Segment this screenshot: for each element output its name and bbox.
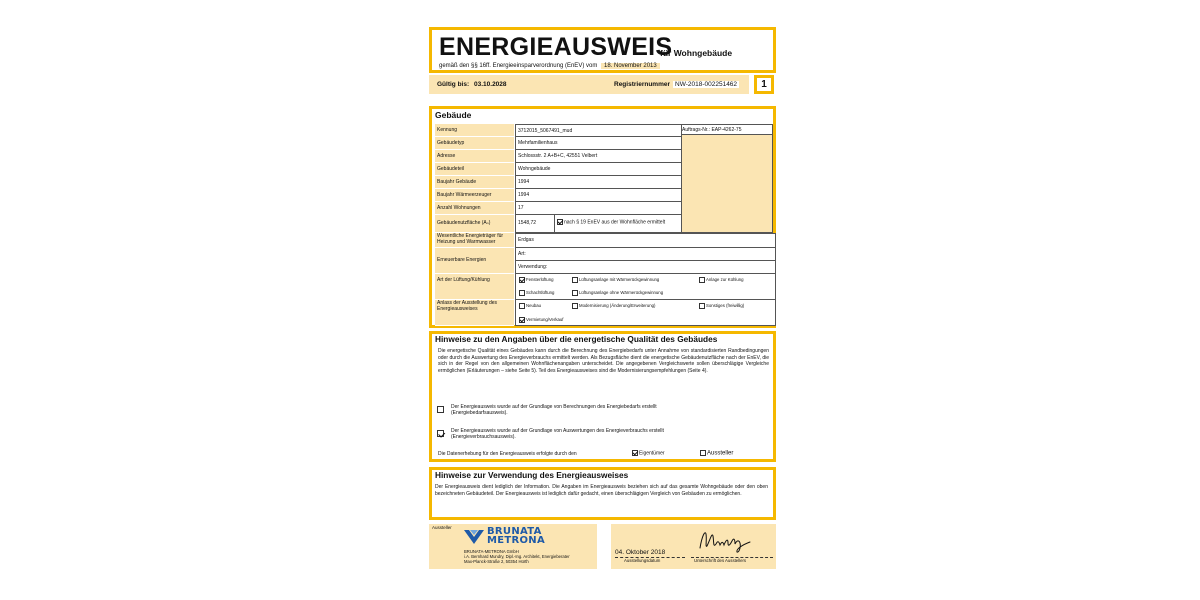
page-number: 1 xyxy=(754,75,774,94)
option-lueftung-mit-wrg[interactable]: Lüftungsanlage mit Wärmerückgewinnung xyxy=(572,277,659,283)
consumption-certificate-text: Der Energieausweis wurde auf der Grundlage von Auswertungen des Energieverbrauchs erstellt (Energieverbrauchsausweis). xyxy=(451,428,664,440)
issuer-label: Aussteller xyxy=(432,525,452,530)
option-fensterlueftung[interactable]: Fensterlüftung xyxy=(519,277,553,283)
validity-bar xyxy=(429,75,749,94)
option-kuehlung[interactable]: Anlage zur Kühlung xyxy=(699,277,744,283)
vermietung-checkbox[interactable] xyxy=(519,317,525,323)
option-neubau[interactable]: Neubau xyxy=(519,303,541,309)
certificate-title: ENERGIEAUSWEIS xyxy=(439,33,673,61)
order-number: Auftrags-Nr.: EAP-4262-75 xyxy=(679,124,773,135)
brunata-logo-icon xyxy=(463,528,485,546)
building-section-title: Gebäude xyxy=(435,110,472,120)
demand-certificate-checkbox[interactable] xyxy=(437,406,444,413)
registration-number: NW-2018-002251462 xyxy=(675,81,738,88)
option-lueftung-ohne-wrg[interactable]: Lüftungsanlage ohne Wärmerückgewinnung xyxy=(572,290,663,296)
issuer-address: BRUNATA-METRONA GmbH i.A. Bernhard Mundry, Dipl.-Ing. Architekt, Energieberater Max-Planck-Straße 2, 50354 Hürth xyxy=(464,549,570,564)
signature-box xyxy=(611,524,776,569)
signature-label: Unterschrift des Ausstellers xyxy=(694,558,747,563)
usage-notes-title: Hinweise zur Verwendung des Energieausweises xyxy=(435,470,629,480)
issue-date: 04. Oktober 2018 xyxy=(615,549,666,556)
law-reference: gemäß den §§ 16ff. Energieeinsparverordnung (EnEV) vom 18. November 2013 xyxy=(439,63,660,69)
mit-wrg-checkbox[interactable] xyxy=(572,277,578,283)
option-schachtlueftung[interactable]: Schachtlüftung xyxy=(519,290,554,296)
building-section: Gebäude Auftrags-Nr.: EAP-4262-75 Kennung 3712015_5067491_mud Gebäudetyp Mehrfamilienhaus Adresse Schlossstr. 2 A+B+C, 42551 Velbert Gebäudeteil Wohngebäude Baujahr Gebäude 1994 Baujahr Wärmeerzeuger 1994 Anzahl Wohnungen 17 Gebäudenutzfläche (Aₙ) 1548,72 nach § 19 EnEV aus der Wohnfläche ermittelt Wesentliche Energieträger für Heizung und Warmwasser Erdgas Erneuerbare Energien Art: Verwendung: Art der Lüftung/Kühlung Fensterlüftung Schachtlüftung Lüftungsanlage mit Wärmerückgewinnung Lüftungsanlage ohne Wärmerückgewinnung Anlage zur Kühlung Anlass der Ausstellung des Energieausweises Neubau Vermietung/Verkauf Modernisierung (Änderung/Erweiterung) Sonstiges (freiwillig) xyxy=(429,106,776,328)
option-vermietung[interactable]: Vermietung/Verkauf xyxy=(519,317,564,323)
data-collection-text: Die Datenerhebung für den Energieausweis erfolgte durch den xyxy=(438,451,577,457)
quality-notes-title: Hinweise zu den Angaben über die energetische Qualität des Gebäudes xyxy=(435,334,718,344)
issue-date-label: Ausstellungsdatum xyxy=(624,558,661,563)
sonstiges-checkbox[interactable] xyxy=(699,303,705,309)
building-photo-area xyxy=(679,124,773,233)
law-date: 18. November 2013 xyxy=(601,63,660,69)
valid-until-label: Gültig bis: xyxy=(437,81,470,88)
schacht-checkbox[interactable] xyxy=(519,290,525,296)
owner-checkbox[interactable] xyxy=(632,450,638,456)
neubau-checkbox[interactable] xyxy=(519,303,525,309)
kuehlung-checkbox[interactable] xyxy=(699,277,705,283)
brunata-logo: BRUNATA METRONA xyxy=(463,528,485,551)
usage-notes-section xyxy=(429,467,776,520)
energy-certificate-document xyxy=(429,27,776,572)
option-eigentuemer[interactable]: Eigentümer xyxy=(632,450,665,456)
consumption-certificate-checkbox[interactable] xyxy=(437,430,444,437)
fenster-checkbox[interactable] xyxy=(519,277,525,283)
registration-label: Registriernummer xyxy=(614,81,670,88)
option-modernisierung[interactable]: Modernisierung (Änderung/Erweiterung) xyxy=(572,303,655,309)
handwritten-signature xyxy=(697,526,753,556)
quality-notes-section xyxy=(429,331,776,462)
issuer-box xyxy=(429,524,597,569)
usage-notes-text: Der Energieausweis dient lediglich der Information. Die Angaben im Energieausweis beziehen sich auf das gesamte Wohngebäude oder den oben bezeichneten Gebäudeteil. Der Energieausweis ist lediglich dafür gedacht, einen überschlägigen Vergleich von Gebäuden zu ermöglichen. xyxy=(435,484,768,497)
area-note-field: nach § 19 EnEV aus der Wohnfläche ermittelt xyxy=(554,215,682,233)
certificate-header xyxy=(429,27,776,73)
issuer-checkbox[interactable] xyxy=(700,450,706,456)
demand-certificate-text: Der Energieausweis wurde auf der Grundlage von Berechnungen des Energiebedarfs erstellt (Energiebedarfsausweis). xyxy=(451,404,657,416)
ohne-wrg-checkbox[interactable] xyxy=(572,290,578,296)
area-note-checkbox[interactable] xyxy=(557,219,563,225)
quality-notes-text: Die energetische Qualität eines Gebäudes kann durch die Berechnung des Energiebedarfs unter Annahme von standardisierten Randbedingungen oder durch die Auswertung des Energieverbrauchs ermittelt werden. Als Bezugsfläche dient die energetische Gebäudenutzfläche nach der EnEV, die sich in der Regel von den allgemeinen Wohnflächenangaben unterscheidet. Die angegebenen Vergleichswerte sollen überschlägige Vergleiche ermöglichen (Erläuterungen – siehe Seite 5). Teil des Energieausweises sind die Modernisierungsempfehlungen (Seite 4). xyxy=(438,348,769,374)
option-aussteller[interactable]: Aussteller xyxy=(700,450,733,457)
certificate-subtitle: für Wohngebäude xyxy=(660,48,733,58)
valid-until-value: 03.10.2028 xyxy=(474,81,507,88)
modernisierung-checkbox[interactable] xyxy=(572,303,578,309)
option-sonstiges[interactable]: Sonstiges (freiwillig) xyxy=(699,303,744,309)
